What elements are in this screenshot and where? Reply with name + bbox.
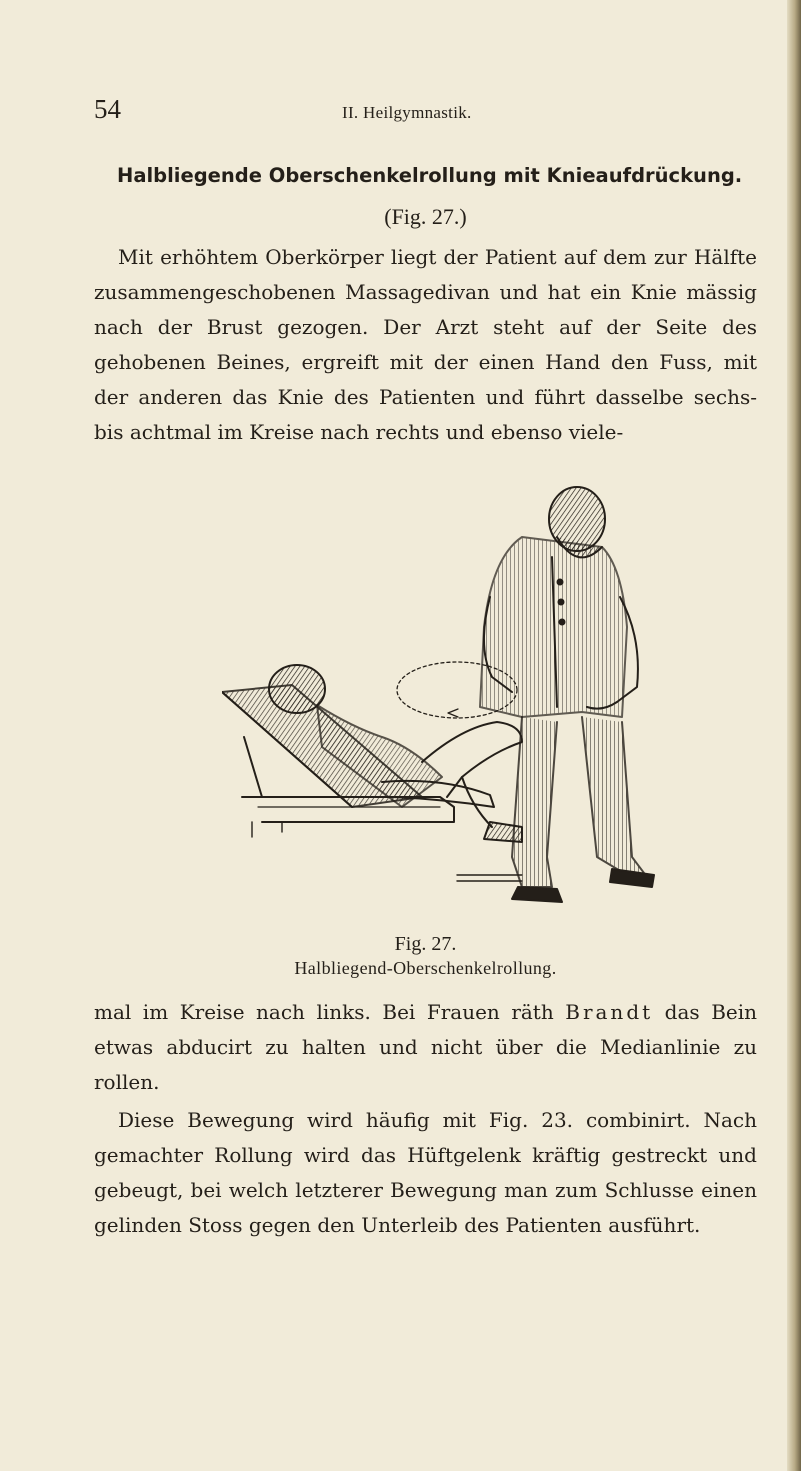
paragraph-1: Mit erhöhtem Oberkörper liegt der Patient auf dem zur Hälfte zusammengeschobenen Massagedivan und hat ein Knie mässig nach der Brust gezogen. Der Arzt steht auf der Seite des gehobenen Beines, ergreift mit der einen Hand den Fuss, mit der anderen das Knie des Patienten und führt dasselbe sechs- bis achtmal im Kreise nach rechts und ebenso viele- xyxy=(94,245,757,444)
author-name: Brandt xyxy=(565,1000,654,1024)
page-number: 54 xyxy=(94,94,121,124)
paragraph-2 xyxy=(94,995,757,1100)
paragraph-2-text-end: das Bein etwas abducirt zu halten und nicht über die Medianlinie zu rollen. xyxy=(94,1000,757,1094)
paragraph-3: Diese Bewegung wird häufig mit Fig. 23. combinirt. Nach gemachter Rollung wird das Hüftgelenk kräftig gestreckt und gebeugt, bei welch letzterer Bewegung man zum Schlusse einen gelinden Stoss gegen den Unterleib des Patienten ausführt. xyxy=(94,1108,757,1237)
page-header xyxy=(94,94,754,130)
section-title: Halbliegende Oberschenkelrollung mit Knieaufdrückung. xyxy=(117,164,743,187)
running-head: II. Heilgymnastik. xyxy=(342,103,472,122)
figure-reference: (Fig. 27.) xyxy=(384,204,467,229)
engraving-physician-rotating-patient-thigh-icon xyxy=(222,477,660,930)
figure-caption: Halbliegend-Oberschenkelrollung. xyxy=(294,958,557,978)
paragraph-2-text-start: mal im Kreise nach links. Bei Frauen räth xyxy=(94,1000,566,1024)
figure-label: Fig. 27. xyxy=(394,933,457,955)
figure-illustration xyxy=(222,477,660,930)
